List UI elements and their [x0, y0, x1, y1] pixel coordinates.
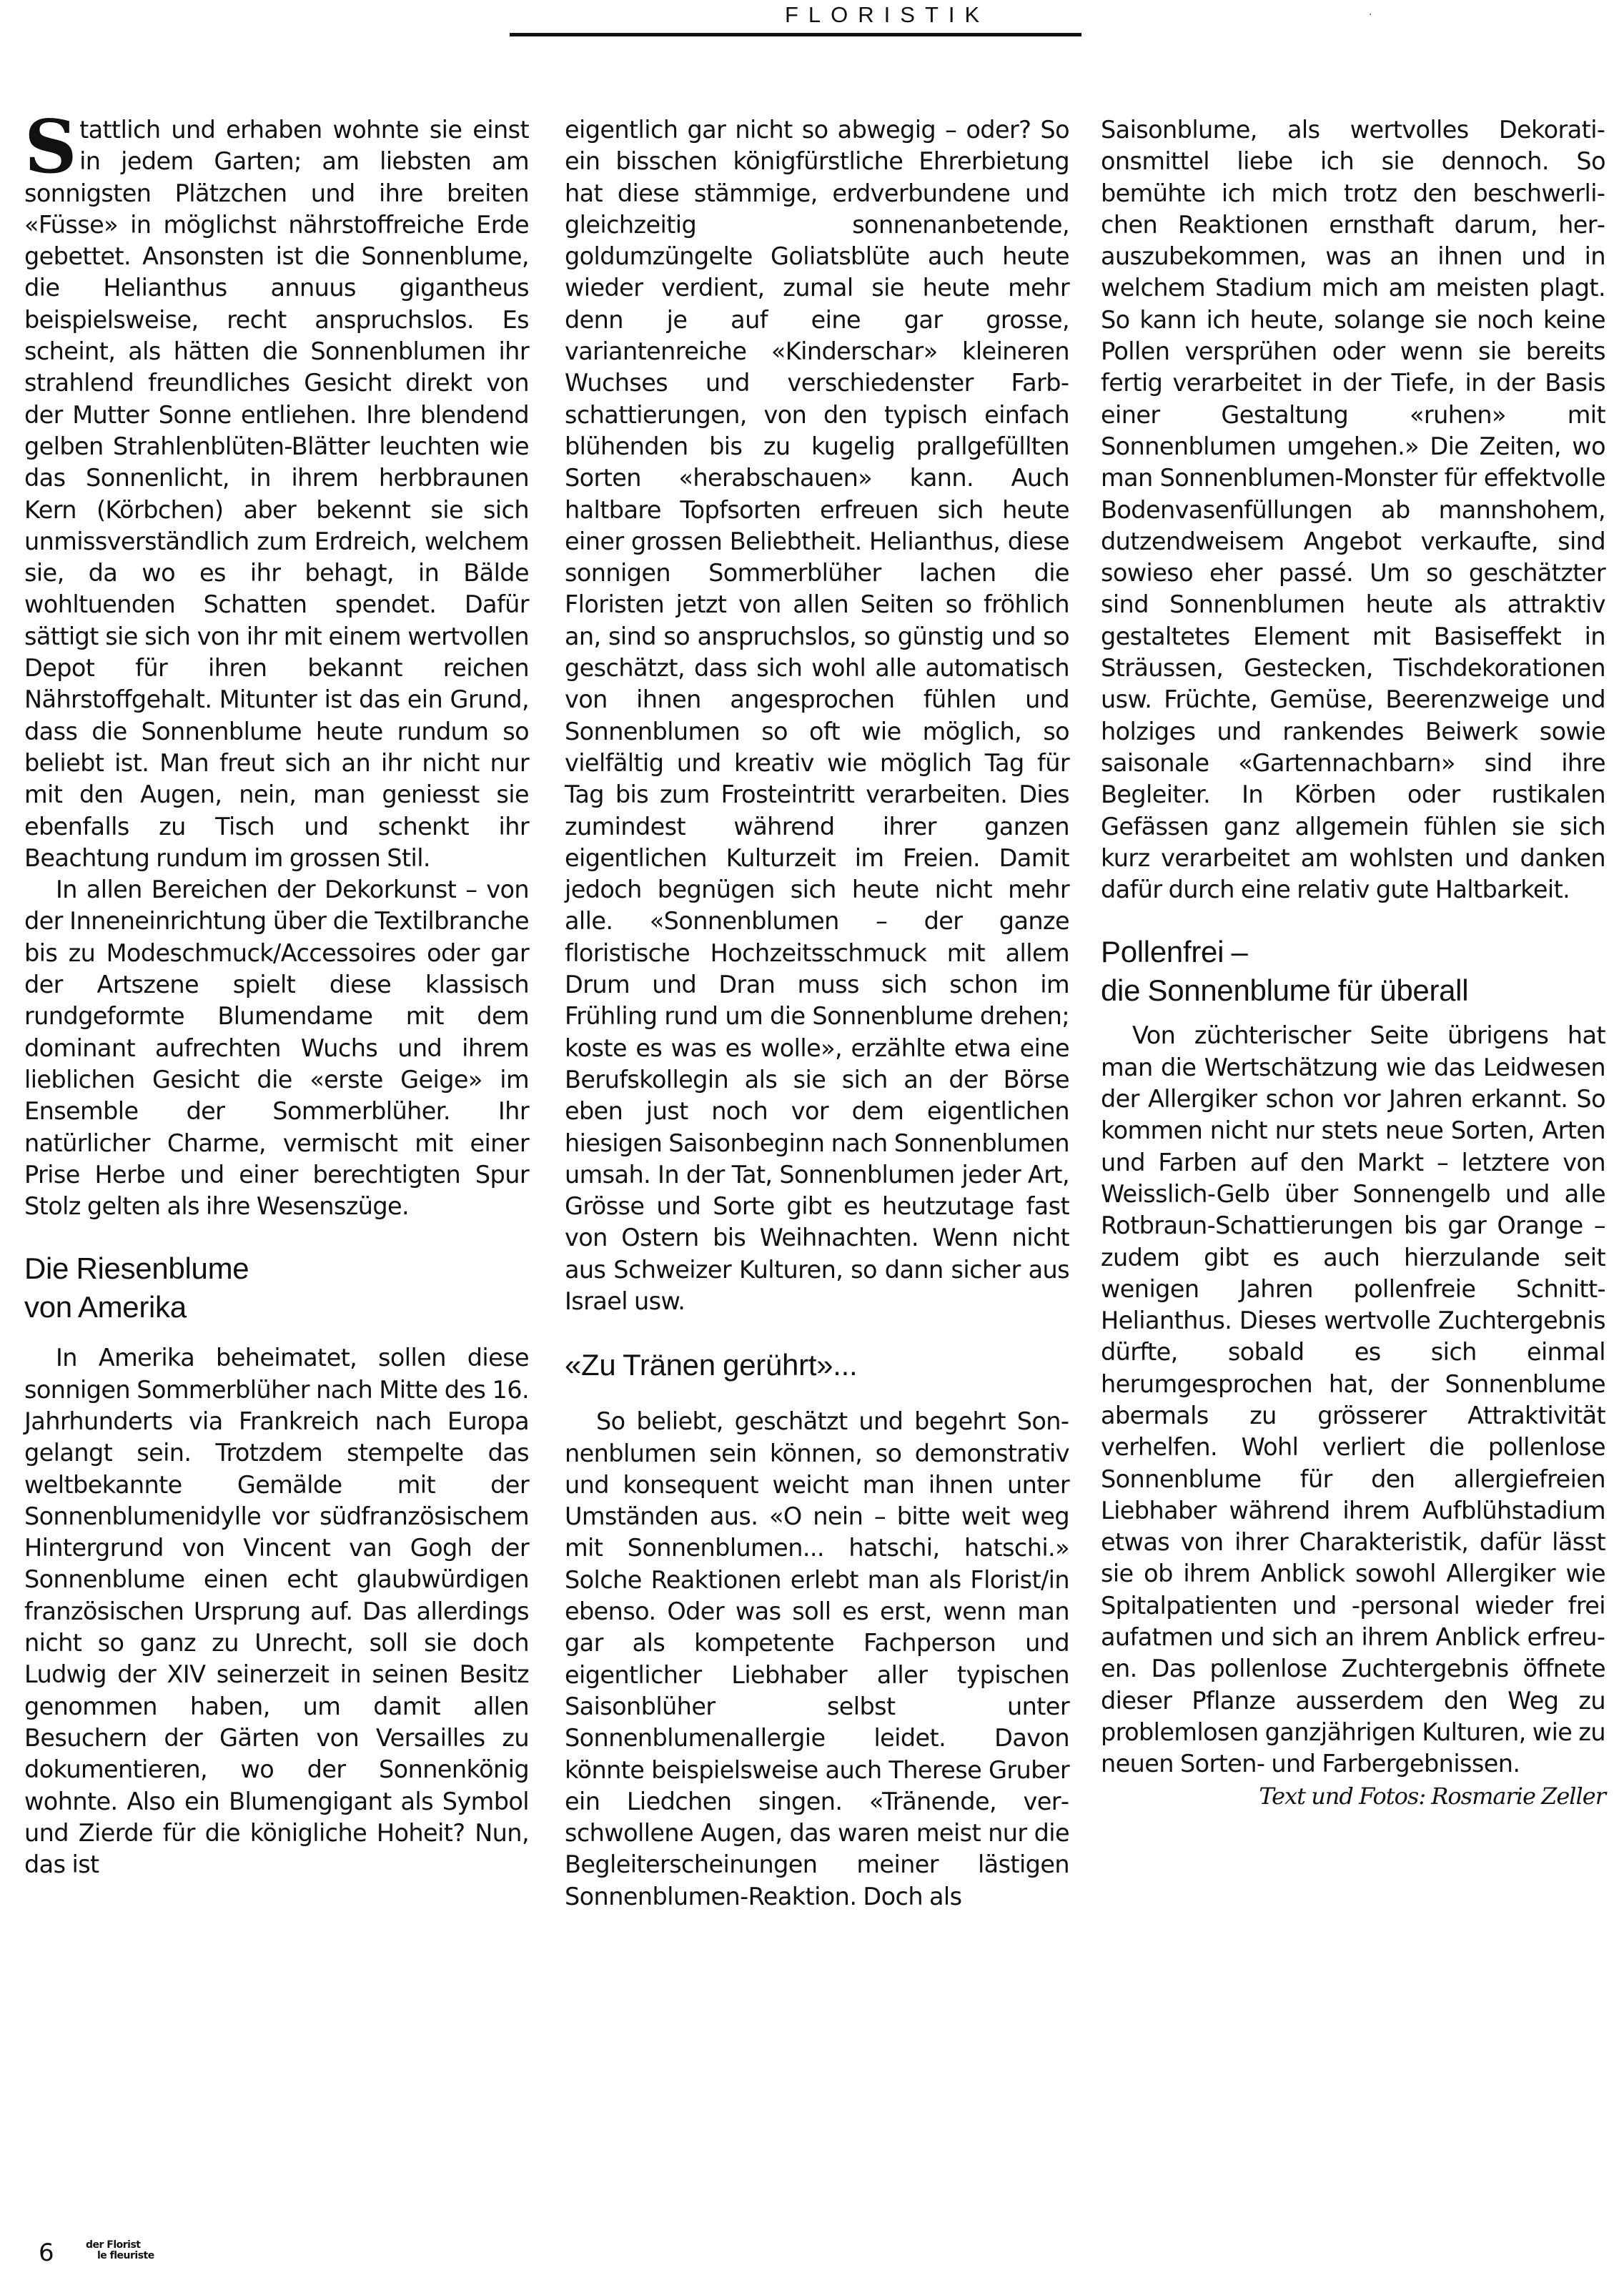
paragraph: Von züchterischer Seite übrigens hat man die Wertschätzung wie das Leidwesen der Allergiker schon vor Jahren erkannt. So kommen nicht nur stets neue Sorten, Arten und Farben auf den Markt – letztere von Weisslich-Gelb über Sonnengelb und alle Rotbraun-Schattierungen bis gar Orange – zudem gibt es auch hierzulande seit wenigen Jahren pollenfreie Schnitt-Helianthus. Dieses wertvolle Zuchtergebnis dürfte, sobald es sich einmal herumgesprochen hat, der Sonnenblume abermals zu grösserer Attraktivität verhelfen. Wohl verliert die pollenlose Sonnenblume für den allergiefreien Liebhaber während ihrem Aufblühstadium etwas von ihrer Charakteristik, dafür lässt sie ob ihrem Anblick sowohl Allergiker wie Spitalpatienten und -personal wieder frei aufatmen und sich an ihrem Anblick erfreuen. Das pollenlose Zuchtergebnis öffnete dieser Pflanze ausserdem den Weg zu problemlosen ganzjährigen Kulturen, wie zu neuen Sorten- und Farbergebnissen.	[1101, 1021, 1605, 1778]
intro-paragraph	[24, 104, 529, 874]
page-number: 6	[39, 2239, 54, 2267]
paragraph: In allen Bereichen der Dekorkunst – von der Inneneinrichtung über die Textilbranche bis zu Modeschmuck/Accessoires oder gar der Artszene spielt diese klassisch rundgeformte Blumendame mit dem dominant aufrechten Wuchs und ihrem lieblichen Gesicht die «erste Geige» im Ensemble der Sommerblüher. Ihr natürlicher Charme, vermischt mit einer Prise Herbe und einer berechtigten Spur Stolz gelten als ihre Wesenszüge.	[24, 876, 529, 1221]
subheading-line: Die Riesenblume	[24, 1252, 249, 1286]
paragraph-text: tattlich und erhaben wohnte sie einst in jedem Garten; am liebsten am sonnigsten Plätzchen und ihre breiten «Füsse» in möglichst nährstoffreiche Erde gebettet. Ansonsten ist die Sonnenblume, die Helianthus annuus gigantheus beispielsweise, recht anspruchslos. Es scheint, als hätten die Sonnenblumen ihr strahlend freundliches Gesicht direkt von der Mutter Sonne entliehen. Ihre blendend gelben Strahlenblüten-Blätter leuchten wie das Sonnenlicht, in ihrem herbbraunen Kern (Körbchen) aber bekennt sie sich unmissverständlich zum Erdreich, welchem sie, da wo es ihr behagt, in Bälde wohltuenden Schatten spendet. Dafür sättigt sie sich von ihr mit einem wertvollen Depot für ihren bekannt reichen Nährstoffgehalt. Mitunter ist das ein Grund, dass die Sonnenblume heute rundum so beliebt ist. Man freut sich an ihr nicht nur mit den Augen, nein, man geniesst sie ebenfalls zu Tisch und schenkt ihr Beachtung rundum im grossen Stil.	[24, 116, 529, 872]
subheading-riesenblume	[24, 1249, 529, 1327]
magazine-logo	[86, 2240, 154, 2261]
paragraph: So beliebt, geschätzt und begehrt Sonnenblumen sein können, so demonstrativ und konsequent weicht man ihnen unter Umständen aus. «O nein – bitte weit weg mit Sonnenblumen... hatschi, hatschi.» Solche Reaktionen erlebt man als Florist/in ebenso. Oder was soll es erst, wenn man gar als kompetente Fachperson und eigentlicher Liebhaber aller typischen Saisonblüher selbst unter Sonnenblumenallergie leidet. Davon könnte beispielsweise auch Therese Gruber ein Liedchen singen. «Tränende, verschwollene Augen, das waren meist nur die Begleiterscheinungen meiner lästigen Sonnenblumen-Reaktion. Doch als	[565, 1407, 1069, 1910]
page-footer	[0, 2230, 286, 2270]
logo-line-1: der Florist	[86, 2239, 141, 2251]
subheading-pollenfrei	[1101, 933, 1605, 1010]
header-rule	[510, 33, 1081, 36]
print-speck-icon: ·	[1369, 9, 1372, 21]
subheading-line: «Zu Tränen gerührt»...	[565, 1348, 858, 1382]
paragraph: In Amerika beheimatet, sollen diese sonnigen Sommerblüher nach Mitte des 16. Jahrhunderts via Frankreich nach Europa gelangt sein. Trotzdem stempelte das weltbekannte Gemälde mit der Sonnenblumenidylle vor südfranzösischem Hintergrund von Vincent van Gogh der Sonnenblume einen echt glaubwürdigen französischen Ursprung auf. Das allerdings nicht so ganz zu Unrecht, soll sie doch Ludwig der XIV seinerzeit in seinen Besitz genommen haben, um damit allen Besuchern der Gärten von Versailles zu dokumentieren, wo der Sonnenkönig wohnte. Also ein Blumengigant als Symbol und Zierde für die königliche Hoheit? Nun, das ist	[24, 1344, 529, 1879]
logo-line-2: le fleuriste	[97, 2250, 154, 2261]
article-column-2	[565, 114, 1069, 1913]
section-title: FLORISTIK	[785, 2, 990, 27]
subheading-traenen	[565, 1346, 1069, 1384]
author-credit: Text und Fotos: Rosmarie Zeller	[1259, 1782, 1605, 1810]
page-header	[0, 0, 1624, 43]
subheading-line: von Amerika	[24, 1290, 187, 1324]
paragraph-continued: eigentlich gar nicht so abwegig – oder? So ein bisschen königfürstliche Ehrerbietung hat diese stämmige, erdverbundene und gleichzeitig sonnenanbetende, goldumzüngelte Goliatsblüte auch heute wieder verdient, zumal sie heute mehr denn je auf eine gar grosse, variantenreiche «Kinderschar» kleineren Wuchses und verschiedenster Farbschattierungen, von den typisch einfach blühenden bis zu kugelig prallgefüllten Sorten «herabschauen» kann. Auch haltbare Topfsorten erfreuen sich heute einer grossen Beliebtheit. Helianthus, diese sonnigen Sommerblüher lachen die Floristen jetzt von allen Seiten so fröhlich an, sind so anspruchslos, so günstig und so geschätzt, dass sich wohl alle automatisch von ihnen angesprochen fühlen und Sonnenblumen so oft wie möglich, so vielfältig und kreativ wie möglich Tag für Tag bis zum Frosteintritt verarbeiten. Dies zumindest während ihrer ganzen eigentlichen Kulturzeit im Freien. Damit jedoch begnügen sich heute nicht mehr alle. «Sonnenblumen – der ganze floristische Hochzeitsschmuck mit allem Drum und Dran muss sich schon im Frühling rund um die Sonnenblume drehen; koste es was es wolle», erzählte etwa eine Berufskollegin als sie sich an der Börse eben just noch vor dem eigentlichen hiesigen Saisonbeginn nach Sonnenblumen umsah. In der Tat, Sonnenblumen jeder Art, Grösse und Sorte gibt es heutzutage fast von Ostern bis Weihnachten. Wenn nicht aus Schweizer Kulturen, so dann sicher aus Israel usw.	[565, 116, 1069, 1315]
paragraph-continued: Saisonblume, als wertvolles Dekorationsmittel liebe ich sie dennoch. So bemühte ich mich trotz den beschwerlichen Reaktionen ernsthaft darum, herauszubekommen, was an ihnen und in welchem Stadium mich am meisten plagt. So kann ich heute, solange sie noch keine Pollen versprühen oder wenn sie bereits fertig verarbeitet in der Tiefe, in der Basis einer Gestaltung «ruhen» mit Sonnenblumen umgehen.» Die Zeiten, wo man Sonnenblumen-Monster für effektvolle Bodenvasenfüllungen ab mannshohem, dutzendweisem Angebot verkaufte, sind sowieso eher passé. Um so geschätzter sind Sonnenblumen heute als attraktiv gestaltetes Element mit Basiseffekt in Sträussen, Gestecken, Tischdekorationen usw. Früchte, Gemüse, Beerenzweige und holziges und rankendes Beiwerk sowie saisonale «Gartennachbarn» sind ihre Begleiter. In Körben oder rustikalen Gefässen ganz allgemein fühlen sie sich kurz verarbeitet am wohlsten und danken dafür durch eine relativ gute Haltbarkeit.	[1101, 116, 1605, 904]
article-column-3	[1101, 114, 1605, 1812]
subheading-line: die Sonnenblume für überall	[1101, 973, 1469, 1008]
subheading-line: Pollenfrei –	[1101, 935, 1248, 969]
article-column-1	[24, 104, 529, 1880]
drop-cap: S	[24, 104, 77, 190]
